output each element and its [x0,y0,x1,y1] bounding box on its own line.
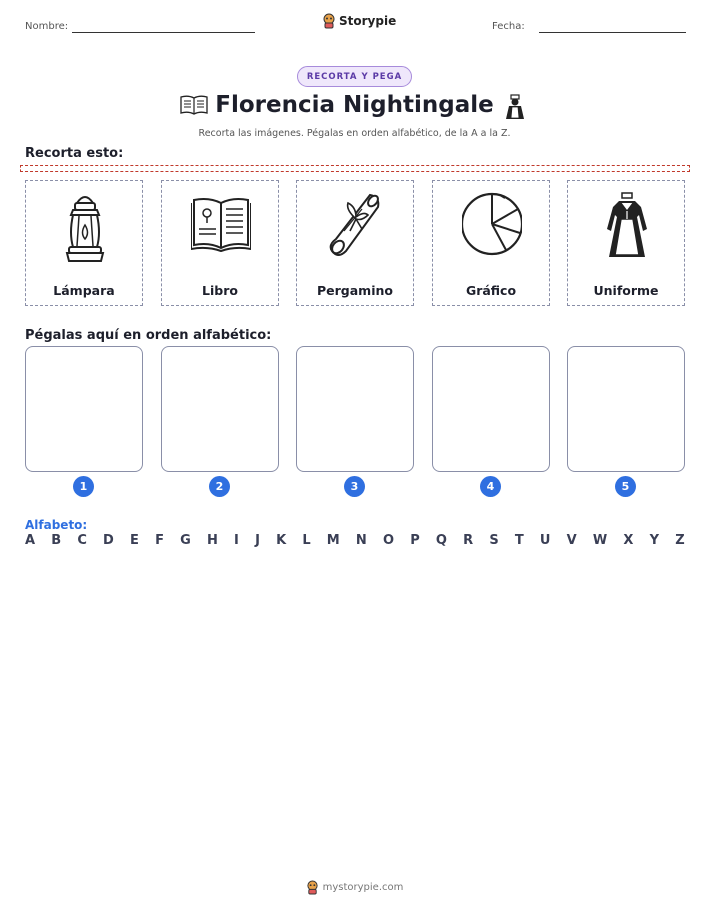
slot-number-2: 2 [209,476,230,497]
alphabet-row [25,533,685,548]
alphabet-letter: U [539,533,551,548]
alphabet-letter: S [489,533,499,548]
alphabet-letter: L [302,533,311,548]
page-title: Florencia Nightingale [215,92,494,118]
paste-slot-4[interactable] [432,346,550,472]
paste-slot-5[interactable] [567,346,685,472]
card-label: Libro [202,283,238,298]
cut-card-grafico[interactable] [432,180,550,306]
alphabet-letter: C [77,533,87,548]
alphabet-letter: Y [649,533,660,548]
nurse-uniform-icon [597,189,657,275]
alphabet-letter: Z [675,533,685,548]
name-label: Nombre: [25,21,69,32]
footer-url[interactable]: mystorypie.com [322,882,404,893]
scroll-icon [326,189,386,275]
alphabet-letter: M [326,533,340,548]
card-label: Gráfico [465,283,517,298]
name-line[interactable] [72,32,255,33]
cut-card-libro[interactable] [161,180,279,306]
brand-logo [322,13,396,29]
nurse-icon [504,94,526,120]
alphabet-letter: G [180,533,191,548]
alphabet-letter: K [276,533,287,548]
alphabet-letter: X [623,533,634,548]
alphabet-letter: B [51,533,62,548]
paste-slot-1[interactable] [25,346,143,472]
alphabet-letter: N [355,533,367,548]
instructions: Recorta las imágenes. Pégalas en orden alfabético, de la A a la Z. [198,128,511,139]
slot-number-4: 4 [480,476,501,497]
alphabet-letter: P [410,533,420,548]
brand-name: Storypie [339,14,397,28]
card-label: Lámpara [53,283,115,298]
cut-card-pergamino[interactable] [296,180,414,306]
alphabet-letter: R [463,533,474,548]
slot-number-1: 1 [73,476,94,497]
alphabet-letter: Q [435,533,447,548]
alphabet-letter: I [234,533,239,548]
alphabet-label: Alfabeto: [25,518,88,532]
date-label: Fecha: [492,21,525,32]
alphabet-letter: F [155,533,164,548]
alphabet-letter: V [566,533,577,548]
alphabet-letter: W [592,533,608,548]
cut-section-label: Recorta esto: [25,146,124,161]
alphabet-letter: E [130,533,139,548]
storypie-mascot-icon [322,13,336,29]
cut-line [20,165,690,172]
slot-number-3: 3 [344,476,365,497]
slot-number-5: 5 [615,476,636,497]
alphabet-letter: O [382,533,395,548]
lantern-icon [55,189,115,275]
paste-slot-2[interactable] [161,346,279,472]
activity-badge: RECORTA Y PEGA [297,66,412,87]
alphabet-letter: T [514,533,524,548]
card-label: Uniforme [593,283,659,298]
storypie-mascot-icon [306,880,319,895]
cut-card-uniforme[interactable] [567,180,685,306]
paste-section-label: Pégalas aquí en orden alfabético: [25,328,272,343]
alphabet-letter: H [206,533,218,548]
cut-card-lampara[interactable] [25,180,143,306]
paste-slot-3[interactable] [296,346,414,472]
date-line[interactable] [539,32,686,33]
open-book-icon [191,189,251,275]
alphabet-letter: A [25,533,36,548]
card-label: Pergamino [317,283,393,298]
alphabet-letter: J [255,533,260,548]
footer [0,880,709,895]
alphabet-letter: D [103,533,114,548]
pie-chart-icon [462,189,522,275]
